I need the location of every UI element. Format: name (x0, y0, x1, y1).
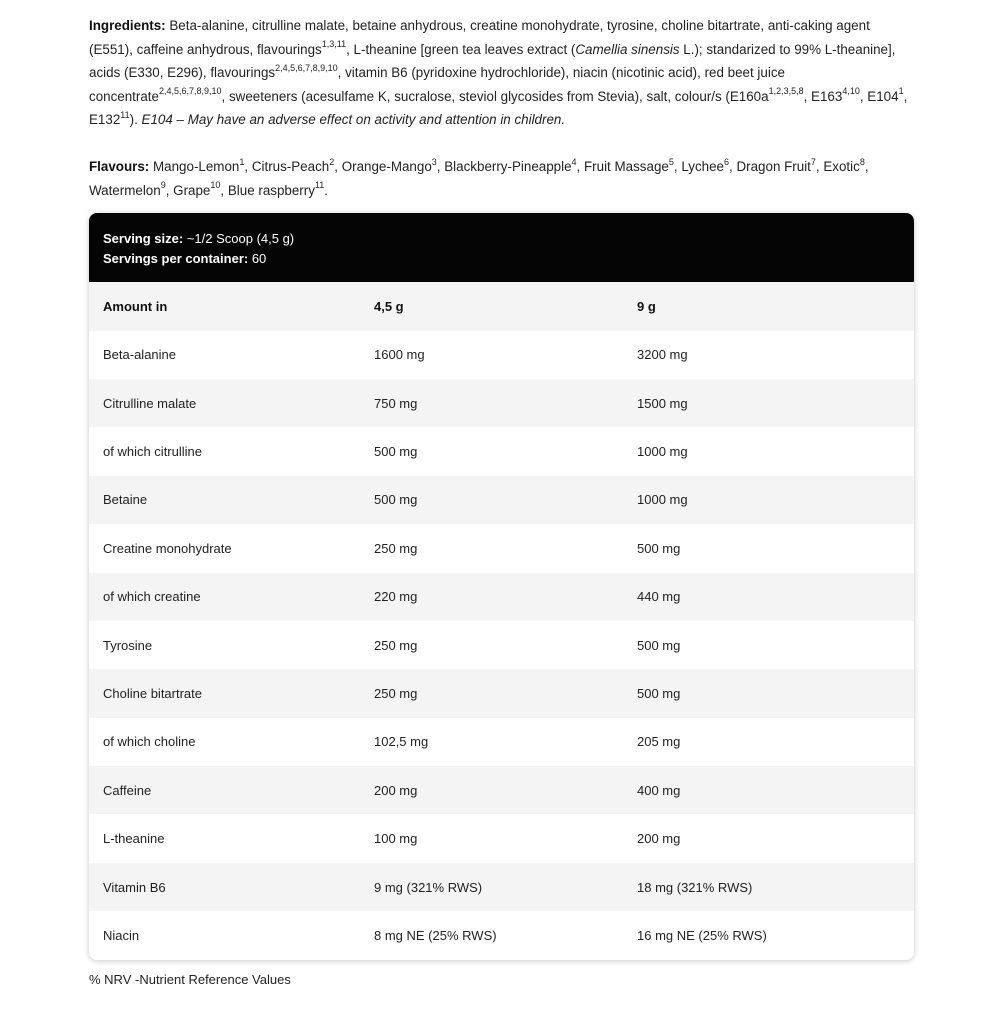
flavour-name: Watermelon (89, 182, 161, 198)
column-header-full-serving: 9 g (637, 298, 656, 314)
separator: , (729, 158, 737, 174)
separator: , (576, 158, 584, 174)
table-row (89, 476, 914, 524)
table-row (89, 669, 914, 717)
footnote-ref: 2,4,5,6,7,8,9,10 (158, 86, 222, 97)
flavour-name: Orange-Mango (341, 158, 432, 174)
footnote-ref: 5 (668, 156, 674, 167)
flavour-name: Blue raspberry (227, 182, 315, 198)
servings-per-container-label: Servings per container: (103, 250, 249, 266)
nutrient-name: L-theanine (103, 831, 165, 847)
nutrient-name: Vitamin B6 (103, 879, 166, 895)
footnote-ref: 1,2,3,5,8 (768, 86, 804, 97)
footnote-ref: 4,10 (842, 86, 860, 97)
table-row (89, 814, 914, 862)
nutrient-name: Choline bitartrate (103, 685, 202, 701)
table-header-row (89, 282, 914, 330)
footnote-ref: 11 (314, 180, 325, 191)
ingredients-text: , E163 (803, 88, 843, 104)
amount-half-serving: 102,5 mg (374, 734, 429, 750)
footnote-ref: 11 (120, 109, 130, 120)
footnote-ref: 9 (160, 180, 166, 191)
footnote-ref: 7 (810, 156, 816, 167)
servings-per-container-value: 60 (248, 250, 267, 266)
serving-size (103, 229, 900, 249)
nrv-footnote: % NRV -Nutrient Reference Values (89, 971, 291, 987)
amount-half-serving: 200 mg (374, 782, 418, 798)
amount-half-serving: 100 mg (374, 831, 418, 847)
ingredients-text: , vitamin B6 (pyridoxine hydrochloride), niacin (nicotinic acid), red beet juice concentrate (89, 65, 785, 104)
flavour-name: Dragon Fruit (736, 158, 811, 174)
nutrient-name: of which citrulline (103, 444, 202, 460)
flavour-name: Fruit Massage (584, 158, 669, 174)
table-row (89, 911, 914, 959)
ingredients-text: Beta-alanine, citrulline malate, betaine anhydrous, creatine monohydrate, tyrosine, choline bitartrate, anti-caking agent (E551), caffeine anhydrous, flavourings (89, 18, 870, 57)
footnote-ref: 3 (431, 156, 437, 167)
amount-full-serving: 200 mg (637, 831, 681, 847)
amount-half-serving: 250 mg (374, 637, 418, 653)
amount-full-serving: 500 mg (637, 685, 681, 701)
ingredients-label: Ingredients: (89, 18, 166, 33)
ingredients-text: , L-theanine [green tea leaves extract ( (346, 41, 576, 57)
nutrition-table-body (89, 282, 914, 959)
table-row (89, 573, 914, 621)
servings-per-container (103, 249, 900, 269)
separator: , (436, 158, 445, 174)
amount-full-serving: 400 mg (637, 782, 681, 798)
separator: , (673, 158, 682, 174)
footnote-ref: 2 (329, 156, 335, 167)
flavour-list (89, 156, 869, 198)
amount-full-serving: 1000 mg (637, 444, 688, 460)
footnote-ref: 10 (210, 180, 221, 191)
nutrient-name: Betaine (103, 492, 148, 508)
amount-full-serving: 205 mg (637, 734, 681, 750)
table-row (89, 524, 914, 572)
nutrient-name: Creatine monohydrate (103, 540, 232, 556)
latin-name: Camellia sinensis (575, 41, 680, 57)
nutrient-name: of which choline (103, 734, 196, 750)
footnote-ref: 6 (724, 156, 730, 167)
flavour-name: Citrus-Peach (251, 158, 330, 174)
column-header-half-serving: 4,5 g (374, 298, 404, 314)
nutrient-name: Citrulline malate (103, 395, 197, 411)
table-row (89, 331, 914, 379)
flavour-name: Mango-Lemon (149, 158, 240, 174)
flavour-name: Lychee (681, 158, 724, 174)
amount-half-serving: 1600 mg (374, 347, 425, 363)
amount-half-serving: 250 mg (374, 685, 418, 701)
separator: , (220, 182, 228, 198)
nutrient-name: Caffeine (103, 782, 152, 798)
serving-size-value: ~1/2 Scoop (4,5 g) (183, 231, 295, 247)
footnote-ref: 2,4,5,6,7,8,9,10 (275, 62, 338, 73)
ingredients-text: L.); standarized to 99% L-theanine], acids (E330, E296), flavourings (89, 41, 896, 81)
table-row (89, 427, 914, 475)
nutrient-name: Beta-alanine (103, 347, 176, 363)
separator: , (334, 158, 342, 174)
amount-full-serving: 500 mg (637, 540, 681, 556)
footnote-ref: 4 (571, 156, 577, 167)
flavours-label: Flavours: (89, 158, 150, 174)
footnote-ref: 1 (239, 156, 245, 167)
table-row (89, 621, 914, 669)
amount-half-serving: 500 mg (374, 444, 418, 460)
separator: . (324, 182, 329, 198)
nutrient-name: of which creatine (103, 589, 201, 605)
ingredients-text: ). (129, 112, 142, 128)
amount-full-serving: 440 mg (637, 589, 681, 605)
amount-half-serving: 9 mg (321% RWS) (374, 879, 483, 895)
amount-half-serving: 500 mg (374, 492, 418, 508)
amount-full-serving: 1500 mg (637, 395, 688, 411)
amount-full-serving: 1000 mg (637, 492, 688, 508)
serving-header (89, 213, 914, 282)
footnote-ref: 1,3,11 (321, 39, 347, 50)
separator: , (244, 158, 252, 174)
flavour-name: Grape (173, 182, 211, 198)
ingredients-text: , sweeteners (acesulfame K, sucralose, steviol glycosides from Stevia), salt, colour/s (E160a (221, 88, 769, 104)
amount-half-serving: 220 mg (374, 589, 418, 605)
product-info (89, 14, 914, 987)
footnote-ref: 1 (898, 86, 904, 97)
amount-half-serving: 8 mg NE (25% RWS) (374, 927, 497, 943)
table-row (89, 379, 914, 427)
nutrient-name: Niacin (103, 927, 140, 943)
amount-half-serving: 250 mg (374, 540, 418, 556)
column-header-amount: Amount in (103, 298, 168, 314)
flavours-paragraph (89, 155, 914, 202)
flavour-name: Exotic (823, 158, 860, 174)
ingredients-text: , E132 (89, 88, 908, 128)
table-row (89, 766, 914, 814)
separator: , (165, 182, 174, 198)
serving-size-label: Serving size: (103, 231, 184, 247)
separator: , (815, 158, 824, 174)
nutrient-name: Tyrosine (103, 637, 153, 653)
table-row (89, 718, 914, 766)
amount-full-serving: 18 mg (321% RWS) (637, 879, 753, 895)
table-row (89, 863, 914, 911)
ingredients-paragraph (89, 14, 914, 132)
amount-full-serving: 500 mg (637, 637, 681, 653)
allergen-warning: E104 – May have an adverse effect on activity and attention in children. (141, 112, 566, 128)
separator: , (864, 158, 869, 174)
amount-half-serving: 750 mg (374, 395, 418, 411)
amount-full-serving: 16 mg NE (25% RWS) (637, 927, 767, 943)
flavour-name: Blackberry-Pineapple (444, 158, 572, 174)
amount-full-serving: 3200 mg (637, 347, 688, 363)
nutrition-table (89, 213, 914, 959)
footnote-ref: 8 (859, 156, 865, 167)
ingredients-text: , E104 (859, 88, 899, 104)
